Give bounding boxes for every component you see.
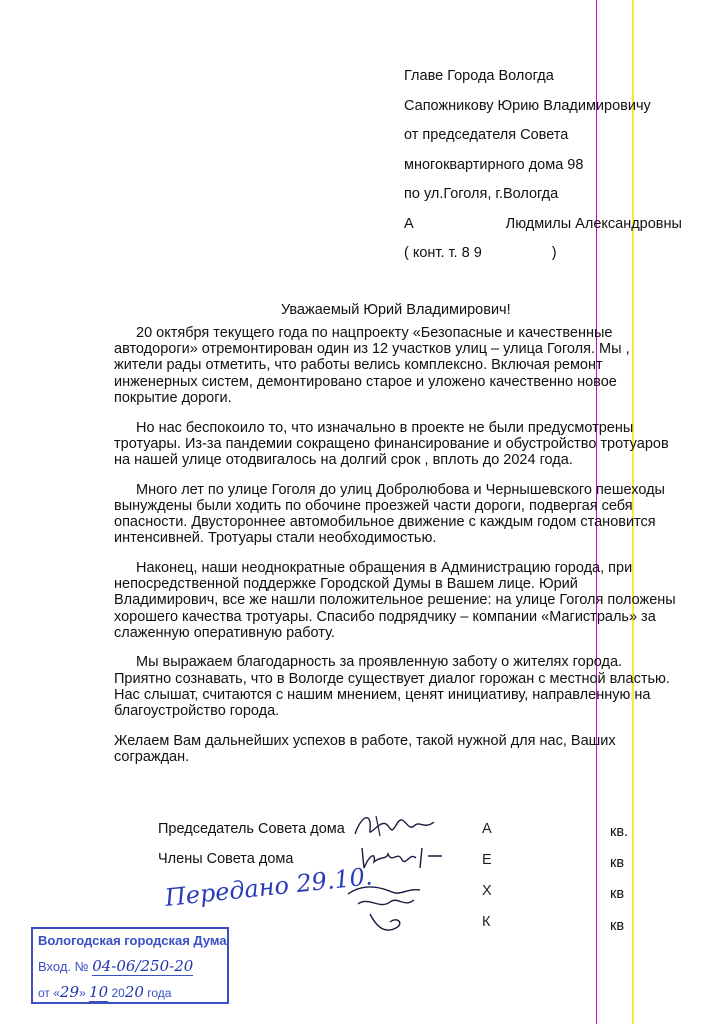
addressee-line-4: многоквартирного дома 98 (404, 156, 584, 173)
member-initial-4: К (482, 914, 491, 930)
body-paragraph-5: Мы выражаем благодарность за проявленную заботу о жителях города. Приятно сознавать, что в Вологде существует диалог горожан с местной властью. Нас слышат, считаются с нашим мнением, ценят инициативу, направленную на благоустройство города. (114, 654, 670, 720)
salutation: Уважаемый Юрий Владимирович! (281, 302, 511, 318)
stamp-date-year: 20 (124, 983, 144, 1001)
member-initial-3: Х (482, 883, 492, 899)
addressee-line-5: по ул.Гоголя, г.Вологда (404, 186, 559, 202)
sender-name-initial: А (404, 215, 414, 232)
body-paragraph-2: Но нас беспокоило то, что изначально в проекте не были предусмотрены тротуары. Из-за пандемии сокращено финансирование и обустройство тротуаров на нашей улице отодвигалось на долгий срок , вплоть до 2024 года. (114, 419, 669, 468)
stamp-date-row (38, 983, 171, 1002)
stamp-year-prefix: 20 (111, 986, 125, 1000)
apartment-label-4: кв (610, 918, 625, 934)
body-paragraph-3: Много лет по улице Гоголя до улиц Добролюбова и Чернышевского пешеходы вынуждены были ходить по обочине проезжей части дороги, подвергая себя опасности. Двустороннее автомобильное движение с каждым годом становится интенсивней. Тротуары стали необходимостью. (114, 481, 665, 547)
letter-body (114, 325, 680, 779)
handwritten-transfer-note: Передано 29.10. (163, 862, 374, 912)
member-initial-1: А (482, 821, 492, 837)
stamp-date-month: 10 (89, 983, 109, 1001)
addressee-line-3: от председателя Совета (404, 127, 569, 143)
chair-label: Председатель Совета дома (158, 821, 345, 837)
chair-signature (350, 810, 440, 840)
sender-name-line (404, 210, 704, 240)
stamp-date-mid: » (79, 986, 86, 1000)
stamp-incoming-number: 04-06/250-20 (92, 957, 194, 975)
addressee-block (404, 62, 704, 269)
registration-stamp (31, 927, 229, 1004)
member-initial-2: Е (482, 852, 492, 868)
body-paragraph-4: Наконец, наши неоднократные обращения в Администрацию города, при непосредственной поддержке Городской Думы в Вашем лице. Юрий Владимирович, все же нашли положительное решение: на улице Гоголя положены хорошего качества тротуары. Спасибо подрядчику – компании «Магистраль» за слаженную оперативную работу. (114, 559, 676, 641)
stamp-incoming-label: Вход. № (38, 959, 89, 974)
closing-wish: Желаем Вам дальнейших успехов в работе, такой нужной для нас, Ваших сограждан. (114, 732, 616, 765)
contact-suffix: ) (551, 245, 557, 261)
apartment-label-1: кв. (610, 824, 629, 840)
body-paragraph-1: 20 октября текущего года по нацпроекту «Безопасные и качественные автодороги» отремонтирован один из 12 участков улиц – улица Гоголя. Мы , жители рады отметить, что работы велись комплексно. Включая ремонт инженерных систем, демонтировано старое и уложено качественно новое покрытие дороги. (114, 325, 630, 406)
stamp-title: Вологодская городская Дума (38, 933, 227, 948)
addressee-line-2: Сапожникову Юрию Владимировичу (404, 97, 651, 114)
contact-line (404, 239, 704, 269)
stamp-date-prefix: от « (38, 986, 60, 1000)
stamp-date-suffix: года (147, 986, 172, 1000)
addressee-line-1: Главе Города Вологда (404, 68, 554, 84)
apartment-label-2: кв (610, 855, 625, 871)
sender-name-rest: Людмилы Александровны (505, 215, 682, 232)
stamp-date-day: 29 (59, 983, 80, 1001)
members-label: Члены Совета дома (158, 851, 294, 867)
stamp-incoming-row (38, 957, 193, 976)
contact-prefix: ( конт. т. 8 9 (404, 245, 482, 261)
apartment-label-3: кв (610, 886, 625, 902)
